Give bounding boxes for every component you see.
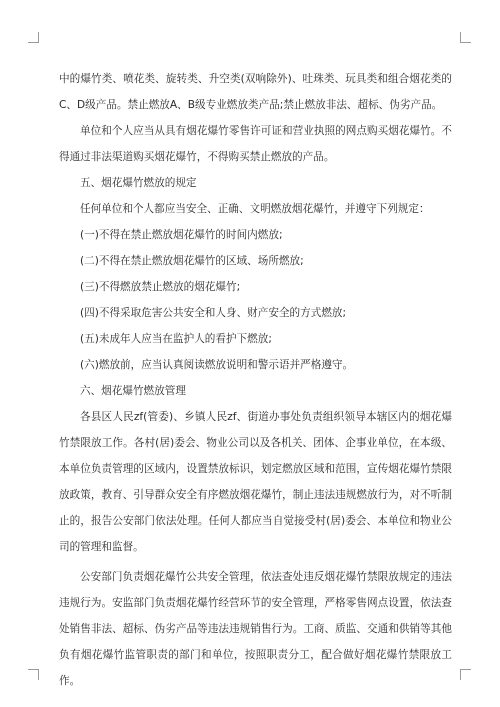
crop-mark-top-left — [28, 32, 39, 43]
document-body — [59, 66, 452, 694]
crop-mark-bottom-left — [28, 669, 39, 680]
rule-item-4: (四)不得采取危害公共安全和人身、财产安全的方式燃放; — [80, 307, 347, 319]
rule-item-1: (一)不得在禁止燃放烟花爆竹的时间内燃放; — [80, 229, 283, 241]
rule-item-5: (五)未成年人应当在监护人的看护下燃放; — [80, 333, 272, 345]
section-heading-5: 五、烟花爆竹燃放的规定 — [80, 177, 197, 189]
paragraph-local-government-duties: 各县区人民zf(管委)、乡镇人民zf、街道办事处负责组织领导本辖区内的烟花爆竹禁限放工作。各村(居)委会、物业公司以及各机关、团体、企事业单位，在本级、本单位负责管理的区域内，设置禁放标识，划定燃放区域和范围，宣传烟花爆竹禁限放政策，教育、引导群众安全有序燃放烟花爆竹，制止违法违规燃放行为，对不听制止的，报告公安部门依法处理。任何人都应当自觉接受村(居)委会、本单位和物业公司的管理和监督。 — [59, 411, 452, 553]
paragraph-purchase-rules: 单位和个人应当从具有烟花爆竹零售许可证和营业执照的网点购买烟花爆竹。不得通过非法渠道购买烟花爆竹，不得购买禁止燃放的产品。 — [59, 125, 452, 163]
rule-item-2: (二)不得在禁止燃放烟花爆竹的区域、场所燃放; — [80, 255, 304, 267]
section-heading-6: 六、烟花爆竹燃放管理 — [80, 385, 186, 397]
crop-mark-bottom-right — [460, 669, 471, 680]
rule-item-3: (三)不得燃放禁止燃放的烟花爆竹; — [80, 281, 241, 293]
paragraph-department-duties: 公安部门负责烟花爆竹公共安全管理，依法查处违反烟花爆竹禁限放规定的违法违规行为。安监部门负责烟花爆竹经营环节的安全管理，严格零售网点设置，依法查处销售非法、超标、伪劣产品等违法违规销售行为。工商、质监、交通和供销等其他负有烟花爆竹监管职责的部门和单位，按照职责分工，配合做好烟花爆竹禁限放工作。 — [59, 571, 452, 687]
rule-item-6: (六)燃放前，应当认真阅读燃放说明和警示语并严格遵守。 — [80, 359, 354, 371]
crop-mark-top-right — [460, 32, 471, 43]
section-5-intro: 任何单位和个人都应当安全、正确、文明燃放烟花爆竹，并遵守下列规定： — [80, 203, 430, 215]
paragraph-product-categories: 中的爆竹类、喷花类、旋转类、升空类(双响除外)、吐珠类、玩具类和组合烟花类的C、D级产品。禁止燃放A、B级专业燃放类产品;禁止燃放非法、超标、伪劣产品。 — [59, 73, 452, 111]
